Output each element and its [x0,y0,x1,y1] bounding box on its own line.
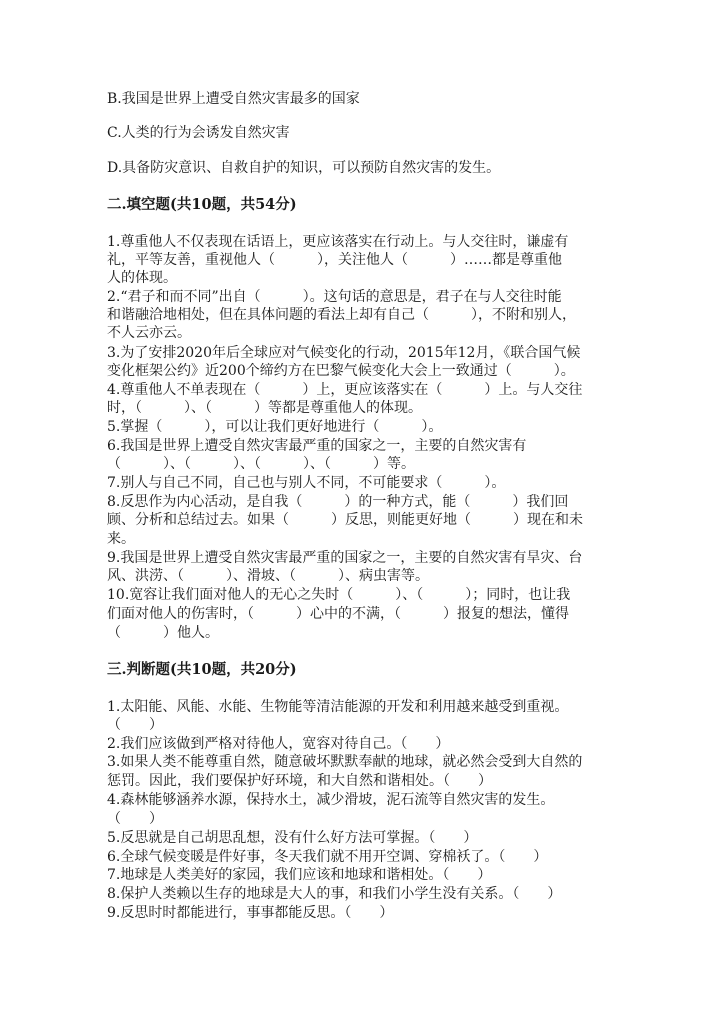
fill-line: 礼，平等友善，重视他人（ ），关注他人（ ）……都是尊重他 [107,252,562,268]
fill-line: 顾、分析和总结过去。如果（ ）反思，则能更好地（ ）现在和未 [107,512,583,528]
fill-line: 人的体现。 [107,270,177,286]
judge-line: 2.我们应该做到严格对待他人，宽容对待自己。（ ） [107,736,450,752]
fill-line: 和谐融洽地相处，但在具体问题的看法上却有自己（ ），不附和别人， [107,307,576,323]
fill-line: 9.我国是世界上遭受自然灾害最严重的国家之一，主要的自然灾害有旱灾、台 [107,550,583,566]
fill-line: 5.掌握（ ），可以让我们更好地进行（ ）。 [107,419,443,435]
fill-line: 们面对他人的伤害时，（ ）心中的不满，（ ）报复的想法，懂得 [107,606,569,622]
section-2-heading: 二.填空题(共10题，共54分) [107,196,297,213]
fill-line: 来。 [107,531,135,547]
fill-line: 不人云亦云。 [107,325,191,341]
fill-line: 4.尊重他人不单表现在（ ）上，更应该落实在（ ）上。与人交往 [107,382,583,398]
fill-line: 1.尊重他人不仅表现在话语上，更应该落实在行动上。与人交往时，谦虚有 [107,234,569,250]
option-b: B.我国是世界上遭受自然灾害最多的国家 [107,91,360,107]
judge-line: 4.森林能够涵养水源，保持水土，减少滑坡，泥石流等自然灾害的发生。 [107,792,555,808]
fill-line: 时，（ ）、（ ）等都是尊重他人的体现。 [107,400,422,416]
section-3-heading: 三.判断题(共10题，共20分) [107,661,297,678]
option-d: D.具备防灾意识、自救自护的知识，可以预防自然灾害的发生。 [107,160,501,176]
judge-line: 8.保护人类赖以生存的地球是大人的事，和我们小学生没有关系。（ ） [107,886,562,902]
judge-line: 惩罚。因此，我们要保护好环境，和大自然和谐相处。（ ） [107,773,492,789]
fill-line: 风、洪涝、（ ）、滑坡、（ ）、病虫害等。 [107,568,429,584]
judge-line: 3.如果人类不能尊重自然，随意破坏默默奉献的地球，就必然会受到大自然的 [107,754,583,770]
fill-line: 3.为了安排2020年后全球应对气候变化的行动，2015年12月，《联合国气候 [107,345,581,361]
fill-line: （ ）、（ ）、（ ）、（ ）等。 [107,456,415,472]
judge-line: 7.地球是人类美好的家园，我们应该和地球和谐相处。（ ） [107,867,492,883]
option-c: C.人类的行为会诱发自然灾害 [107,125,290,141]
fill-line: 8.反思作为内心活动，是自我（ ）的一种方式，能（ ）我们回 [107,494,569,510]
judge-line: 9.反思时时都能进行，事事都能反思。（ ） [107,905,394,921]
judge-line: （ ） [107,717,163,733]
fill-line: （ ）他人。 [107,625,219,641]
fill-line: 6.我国是世界上遭受自然灾害最严重的国家之一，主要的自然灾害有 [107,438,527,454]
fill-line: 7.别人与自己不同，自己也与别人不同，不可能要求（ ）。 [107,475,506,491]
judge-line: 1.太阳能、风能、水能、生物能等清洁能源的开发和利用越来越受到重视。 [107,699,569,715]
fill-line: 变化框架公约》近200个缔约方在巴黎气候变化大会上一致通过（ ）。 [107,363,575,379]
judge-line: （ ） [107,811,163,827]
judge-line: 6.全球气候变暖是件好事，冬天我们就不用开空调、穿棉袄了。（ ） [107,849,548,865]
judge-line: 5.反思就是自己胡思乱想，没有什么好方法可掌握。（ ） [107,830,478,846]
fill-line: 2.“君子和而不同”出自（ ）。这句话的意思是，君子在与人交往时能 [107,289,562,305]
fill-line: 10.宽容让我们面对他人的无心之失时（ ）、（ ）；同时，也让我 [107,587,571,603]
